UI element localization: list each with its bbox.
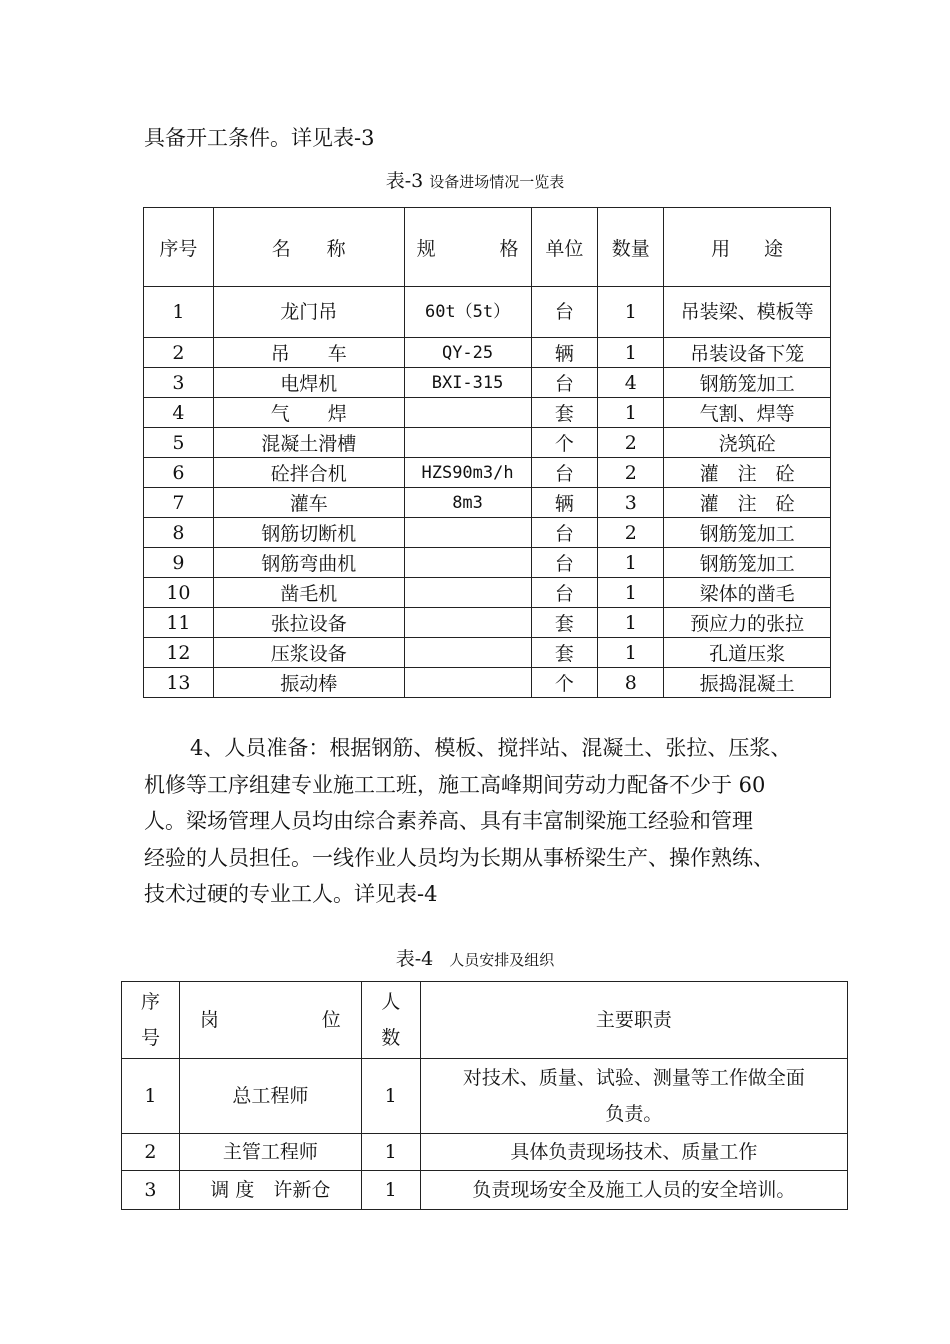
cell-no: 8 bbox=[144, 518, 214, 548]
cell-use: 浇筑砼 bbox=[664, 428, 831, 458]
cell-use: 振捣混凝土 bbox=[664, 668, 831, 698]
cell-qty: 8 bbox=[598, 668, 664, 698]
cell-qty: 1 bbox=[598, 578, 664, 608]
cell-qty: 1 bbox=[598, 338, 664, 368]
cell-qty: 2 bbox=[598, 458, 664, 488]
cell-unit: 辆 bbox=[531, 338, 598, 368]
table3-caption-prefix: 表-3 bbox=[385, 170, 424, 192]
cell-name: 钢筋切断机 bbox=[213, 518, 404, 548]
cell-unit: 套 bbox=[531, 398, 598, 428]
cell-unit: 台 bbox=[531, 368, 598, 398]
table-row bbox=[122, 1134, 848, 1171]
cell-no: 1 bbox=[144, 287, 214, 338]
cell-no: 2 bbox=[122, 1134, 180, 1171]
cell-unit: 套 bbox=[531, 638, 598, 668]
cell-qty: 1 bbox=[598, 608, 664, 638]
cell-qty: 2 bbox=[598, 428, 664, 458]
cell-name: 气 焊 bbox=[213, 398, 404, 428]
cell-no: 12 bbox=[144, 638, 214, 668]
table-row bbox=[144, 608, 831, 638]
table4-caption-prefix: 表-4 bbox=[395, 948, 434, 970]
cell-use: 吊装设备下笼 bbox=[664, 338, 831, 368]
cell-no: 13 bbox=[144, 668, 214, 698]
table-row bbox=[144, 428, 831, 458]
cell-unit: 台 bbox=[531, 287, 598, 338]
cell-spec: 60t（5t） bbox=[404, 287, 531, 338]
cell-qty: 4 bbox=[598, 368, 664, 398]
paragraph-line: 经验的人员担任。一线作业人员均为长期从事桥梁生产、操作熟练、 bbox=[144, 845, 774, 870]
cell-unit: 套 bbox=[531, 608, 598, 638]
header-count: 人 数 bbox=[361, 982, 420, 1059]
header-no: 序号 bbox=[144, 208, 214, 287]
cell-name: 压浆设备 bbox=[213, 638, 404, 668]
cell-no: 5 bbox=[144, 428, 214, 458]
table-header-row bbox=[144, 208, 831, 287]
cell-no: 10 bbox=[144, 578, 214, 608]
cell-use: 灌 注 砼 bbox=[664, 458, 831, 488]
cell-duty: 负责现场安全及施工人员的安全培训。 bbox=[420, 1171, 847, 1210]
table-row bbox=[144, 548, 831, 578]
table4-caption-title: 人员安排及组织 bbox=[449, 951, 555, 969]
table3-caption-title: 设备进场情况一览表 bbox=[429, 173, 565, 191]
cell-spec: HZS90m3/h bbox=[404, 458, 531, 488]
cell-use: 梁体的凿毛 bbox=[664, 578, 831, 608]
cell-name: 灌车 bbox=[213, 488, 404, 518]
cell-unit: 台 bbox=[531, 548, 598, 578]
cell-no: 3 bbox=[144, 368, 214, 398]
header-post: 岗 位 bbox=[179, 982, 361, 1059]
table-row bbox=[144, 338, 831, 368]
cell-unit: 台 bbox=[531, 578, 598, 608]
header-unit: 单位 bbox=[531, 208, 598, 287]
cell-use: 钢筋笼加工 bbox=[664, 548, 831, 578]
cell-use: 吊装梁、模板等 bbox=[664, 287, 831, 338]
table-row bbox=[144, 368, 831, 398]
cell-post: 调 度 许新仓 bbox=[179, 1171, 361, 1210]
table-row bbox=[144, 578, 831, 608]
cell-no: 6 bbox=[144, 458, 214, 488]
table-row bbox=[144, 398, 831, 428]
paragraph-line: 4、人员准备：根据钢筋、模板、搅拌站、混凝土、张拉、压浆、 bbox=[190, 736, 792, 760]
cell-post: 主管工程师 bbox=[179, 1134, 361, 1171]
cell-unit: 辆 bbox=[531, 488, 598, 518]
cell-count: 1 bbox=[361, 1134, 420, 1171]
header-spec: 规 格 bbox=[404, 208, 531, 287]
cell-spec bbox=[404, 398, 531, 428]
cell-spec bbox=[404, 518, 531, 548]
paragraph-line: 人。梁场管理人员均由综合素养高、具有丰富制梁施工经验和管理 bbox=[144, 809, 753, 833]
header-no: 序 号 bbox=[122, 982, 180, 1059]
table-row bbox=[122, 1171, 848, 1210]
paragraph-line: 技术过硬的专业工人。详见表-4 bbox=[144, 882, 438, 906]
cell-name: 吊 车 bbox=[213, 338, 404, 368]
paragraph-line: 机修等工序组建专业施工工班，施工高峰期间劳动力配备不少于 60 bbox=[144, 772, 766, 797]
cell-name: 砼拌合机 bbox=[213, 458, 404, 488]
table3-caption bbox=[0, 166, 950, 193]
personnel-table bbox=[121, 981, 848, 1210]
table-row bbox=[144, 488, 831, 518]
cell-spec bbox=[404, 638, 531, 668]
cell-use: 灌 注 砼 bbox=[664, 488, 831, 518]
cell-spec bbox=[404, 608, 531, 638]
cell-spec bbox=[404, 548, 531, 578]
cell-spec: 8m3 bbox=[404, 488, 531, 518]
cell-no: 1 bbox=[122, 1059, 180, 1134]
cell-name: 钢筋弯曲机 bbox=[213, 548, 404, 578]
cell-qty: 3 bbox=[598, 488, 664, 518]
cell-name: 振动棒 bbox=[213, 668, 404, 698]
cell-spec bbox=[404, 428, 531, 458]
cell-duty: 对技术、质量、试验、测量等工作做全面 负责。 bbox=[420, 1059, 847, 1134]
cell-name: 混凝土滑槽 bbox=[213, 428, 404, 458]
cell-post: 总工程师 bbox=[179, 1059, 361, 1134]
cell-no: 4 bbox=[144, 398, 214, 428]
cell-qty: 1 bbox=[598, 638, 664, 668]
cell-unit: 台 bbox=[531, 458, 598, 488]
cell-no: 3 bbox=[122, 1171, 180, 1210]
cell-spec bbox=[404, 668, 531, 698]
cell-unit: 台 bbox=[531, 518, 598, 548]
cell-qty: 1 bbox=[598, 287, 664, 338]
cell-use: 孔道压浆 bbox=[664, 638, 831, 668]
intro-text: 具备开工条件。详见表-3 bbox=[144, 126, 375, 150]
table-header-row bbox=[122, 982, 848, 1059]
header-use: 用 途 bbox=[664, 208, 831, 287]
cell-name: 张拉设备 bbox=[213, 608, 404, 638]
header-qty: 数量 bbox=[598, 208, 664, 287]
cell-no: 9 bbox=[144, 548, 214, 578]
cell-name: 龙门吊 bbox=[213, 287, 404, 338]
cell-spec bbox=[404, 578, 531, 608]
header-name: 名 称 bbox=[213, 208, 404, 287]
body-paragraph bbox=[144, 730, 844, 913]
cell-qty: 2 bbox=[598, 518, 664, 548]
cell-count: 1 bbox=[361, 1059, 420, 1134]
cell-use: 钢筋笼加工 bbox=[664, 368, 831, 398]
cell-qty: 1 bbox=[598, 398, 664, 428]
table4-caption bbox=[0, 944, 950, 971]
table-row bbox=[144, 638, 831, 668]
equipment-table bbox=[143, 207, 831, 698]
cell-use: 钢筋笼加工 bbox=[664, 518, 831, 548]
table-row bbox=[144, 287, 831, 338]
cell-no: 2 bbox=[144, 338, 214, 368]
cell-count: 1 bbox=[361, 1171, 420, 1210]
table-row bbox=[122, 1059, 848, 1134]
cell-unit: 个 bbox=[531, 668, 598, 698]
cell-no: 7 bbox=[144, 488, 214, 518]
header-duty: 主要职责 bbox=[420, 982, 847, 1059]
cell-use: 气割、焊等 bbox=[664, 398, 831, 428]
cell-duty: 具体负责现场技术、质量工作 bbox=[420, 1134, 847, 1171]
cell-name: 凿毛机 bbox=[213, 578, 404, 608]
table-row bbox=[144, 668, 831, 698]
cell-unit: 个 bbox=[531, 428, 598, 458]
cell-name: 电焊机 bbox=[213, 368, 404, 398]
cell-use: 预应力的张拉 bbox=[664, 608, 831, 638]
table-row bbox=[144, 458, 831, 488]
cell-no: 11 bbox=[144, 608, 214, 638]
cell-spec: QY-25 bbox=[404, 338, 531, 368]
cell-qty: 1 bbox=[598, 548, 664, 578]
table-row bbox=[144, 518, 831, 548]
cell-spec: BXI-315 bbox=[404, 368, 531, 398]
